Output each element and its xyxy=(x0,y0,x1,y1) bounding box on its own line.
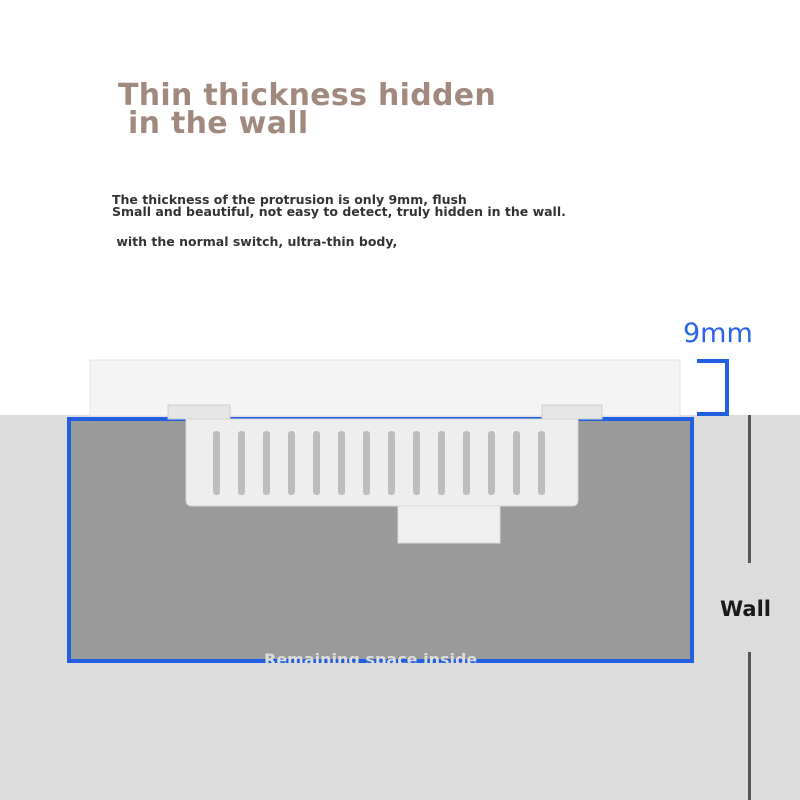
dimension-label: 9mm xyxy=(683,318,753,349)
mounting-ear-left xyxy=(168,405,230,419)
dimension-bracket xyxy=(697,361,727,414)
wall-label: Wall xyxy=(720,597,771,621)
connector-block xyxy=(398,506,500,543)
dark-box-label-line-2: the dark box xyxy=(271,698,386,717)
description-line-3: Small and beautiful, not easy to detect, truly hidden in the wall. xyxy=(112,204,566,219)
mounting-ear-right xyxy=(542,405,602,419)
dark-box-label xyxy=(264,620,477,732)
title-line-1: Thin thickness hidden xyxy=(118,78,497,113)
title-line-2: in the wall xyxy=(128,106,309,141)
dark-box-label-line-1: Remaining space inside xyxy=(264,650,478,669)
description-line-1: The thickness of the protrusion is only 9mm, flush xyxy=(112,192,467,207)
description-line-2: with the normal switch, ultra-thin body, xyxy=(112,234,398,249)
